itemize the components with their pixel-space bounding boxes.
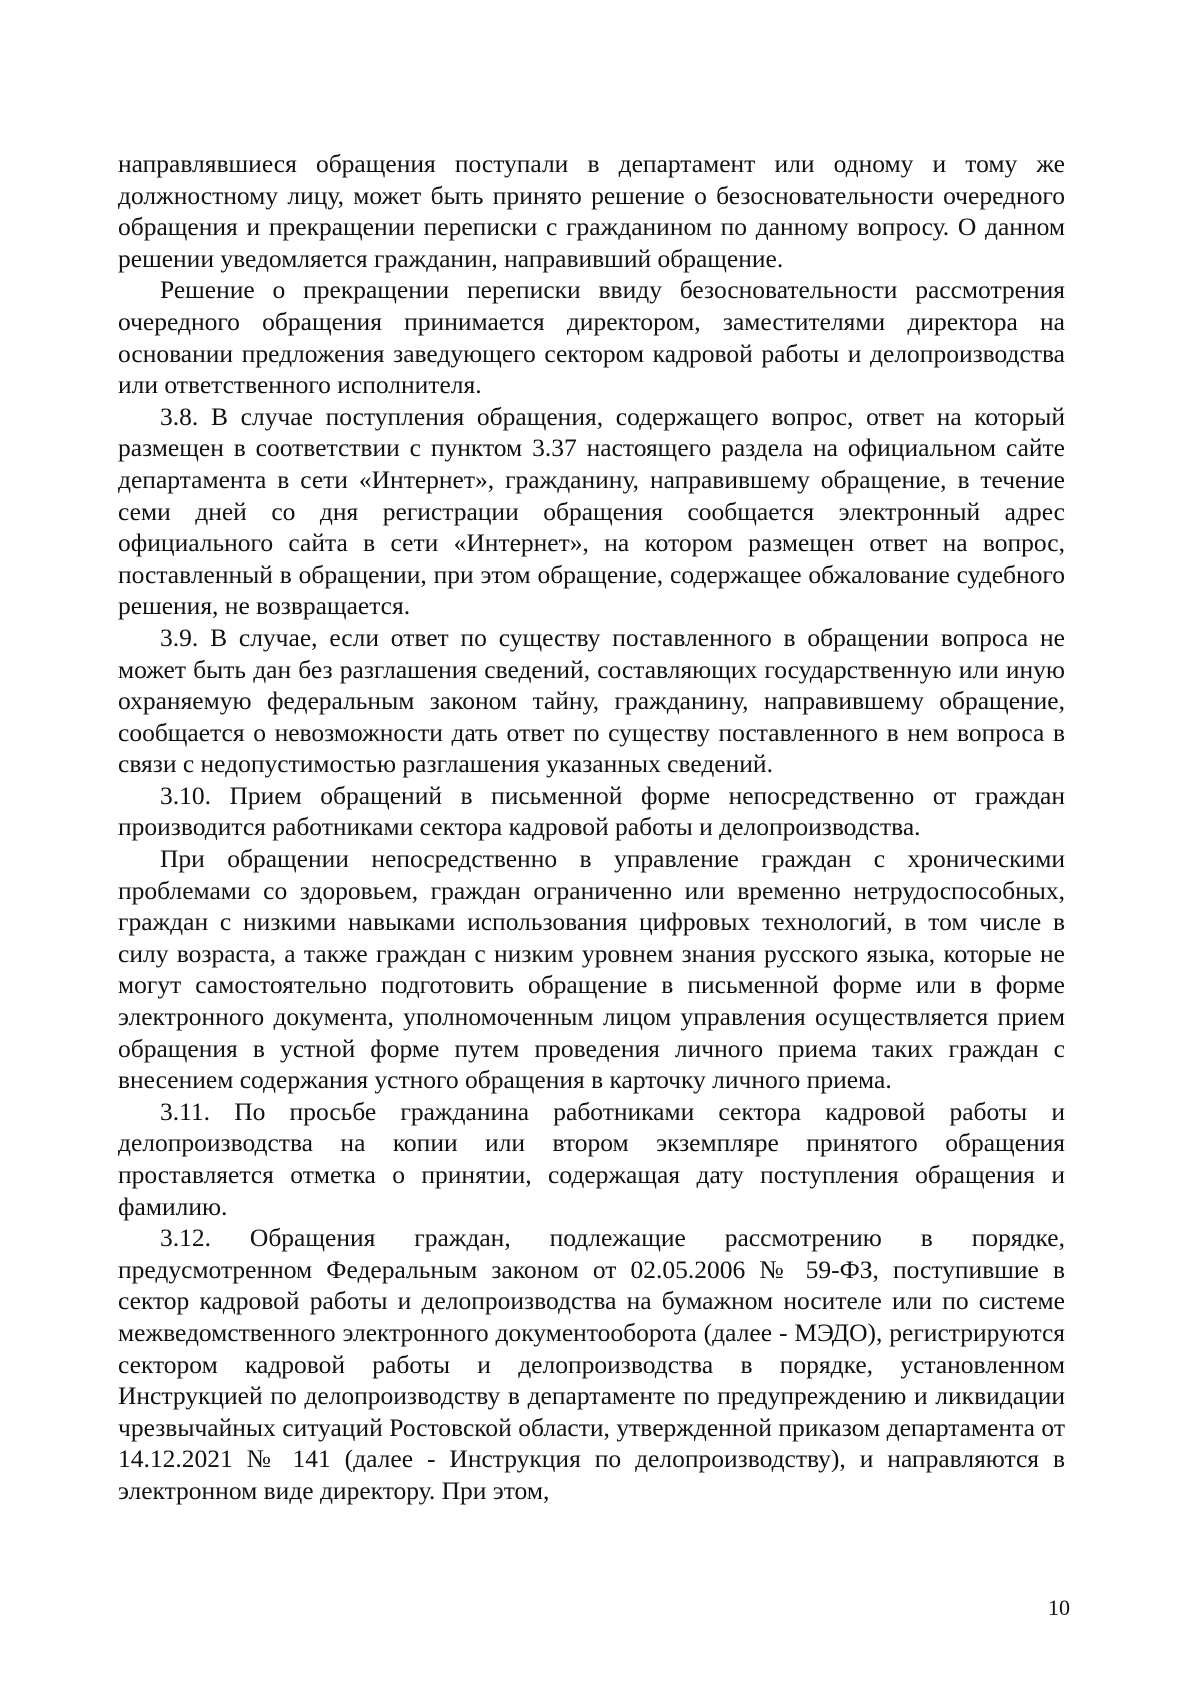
paragraph-continuation: направлявшиеся обращения поступали в департамент или одному и тому же должностному лицу, может быть принято решение о безосновательности очередного обращения и прекращении переписки с гражданином по данному вопросу. О данном решении уведомляется гражданин, направивший обращение. <box>118 149 1065 273</box>
page-number: 10 <box>1048 1595 1070 1620</box>
paragraph-termination-decision: Решение о прекращении переписки ввиду безосновательности рассмотрения очередного обращения принимается директором, заместителями директора на основании предложения заведующего сектором кадровой работы и делопроизводства или ответственного исполнителя. <box>118 275 1065 400</box>
paragraph-3-9: 3.9. В случае, если ответ по существу поставленного в обращении вопроса не может быть дан без разглашения сведений, составляющих государственную или иную охраняемую федеральным законом тайну, гражданину, направившему обращение, сообщается о невозможности дать ответ по существу поставленного в нем вопроса в связи с недопустимостью разглашения указанных сведений. <box>118 622 1065 779</box>
paragraph-3-11: 3.11. По просьбе гражданина работниками сектора кадровой работы и делопроизводства на копии или втором экземпляре принятого обращения проставляется отметка о принятии, содержащая дату поступления обращения и фамилию. <box>118 1096 1065 1221</box>
paragraph-3-10: 3.10. Прием обращений в письменной форме непосредственно от граждан производится работниками сектора кадровой работы и делопроизводства. <box>118 780 1065 842</box>
paragraph-3-8: 3.8. В случае поступления обращения, содержащего вопрос, ответ на который размещен в соответствии с пунктом 3.37 настоящего раздела на официальном сайте департамента в сети «Интернет», гражданину, направившему обращение, в течение семи дней со дня регистрации обращения сообщается электронный адрес официального сайта в сети «Интернет», на котором размещен ответ на вопрос, поставленный в обращении, при этом обращение, содержащее обжалование судебного решения, не возвращается. <box>118 401 1065 621</box>
paragraph-oral-appeal: При обращении непосредственно в управление граждан с хроническими проблемами со здоровьем, граждан ограниченно или временно нетрудоспособных, граждан с низкими навыками использования цифровых технологий, в том числе в силу возраста, а также граждан с низким уровнем знания русского языка, которые не могут самостоятельно подготовить обращение в письменной форме или в форме электронного документа, уполномоченным лицом управления осуществляется прием обращения в устной форме путем проведения личного приема таких граждан с внесением содержания устного обращения в карточку личного приема. <box>118 844 1065 1095</box>
paragraph-3-12: 3.12. Обращения граждан, подлежащие рассмотрению в порядке, предусмотренном Федеральным законом от 02.05.2006 № 59-ФЗ, поступившие в сектор кадровой работы и делопроизводства на бумажном носителе или по системе межведомственного электронного документооборота (далее - МЭДО), регистрируются сектором кадровой работы и делопроизводства в порядке, установленном Инструкцией по делопроизводству в департаменте по предупреждению и ликвидации чрезвычайных ситуаций Ростовской области, утвержденной приказом департамента от 14.12.2021 № 141 (далее - Инструкция по делопроизводству), и направляются в электронном виде директору. При этом, <box>118 1223 1065 1505</box>
document-body <box>118 148 1065 1507</box>
